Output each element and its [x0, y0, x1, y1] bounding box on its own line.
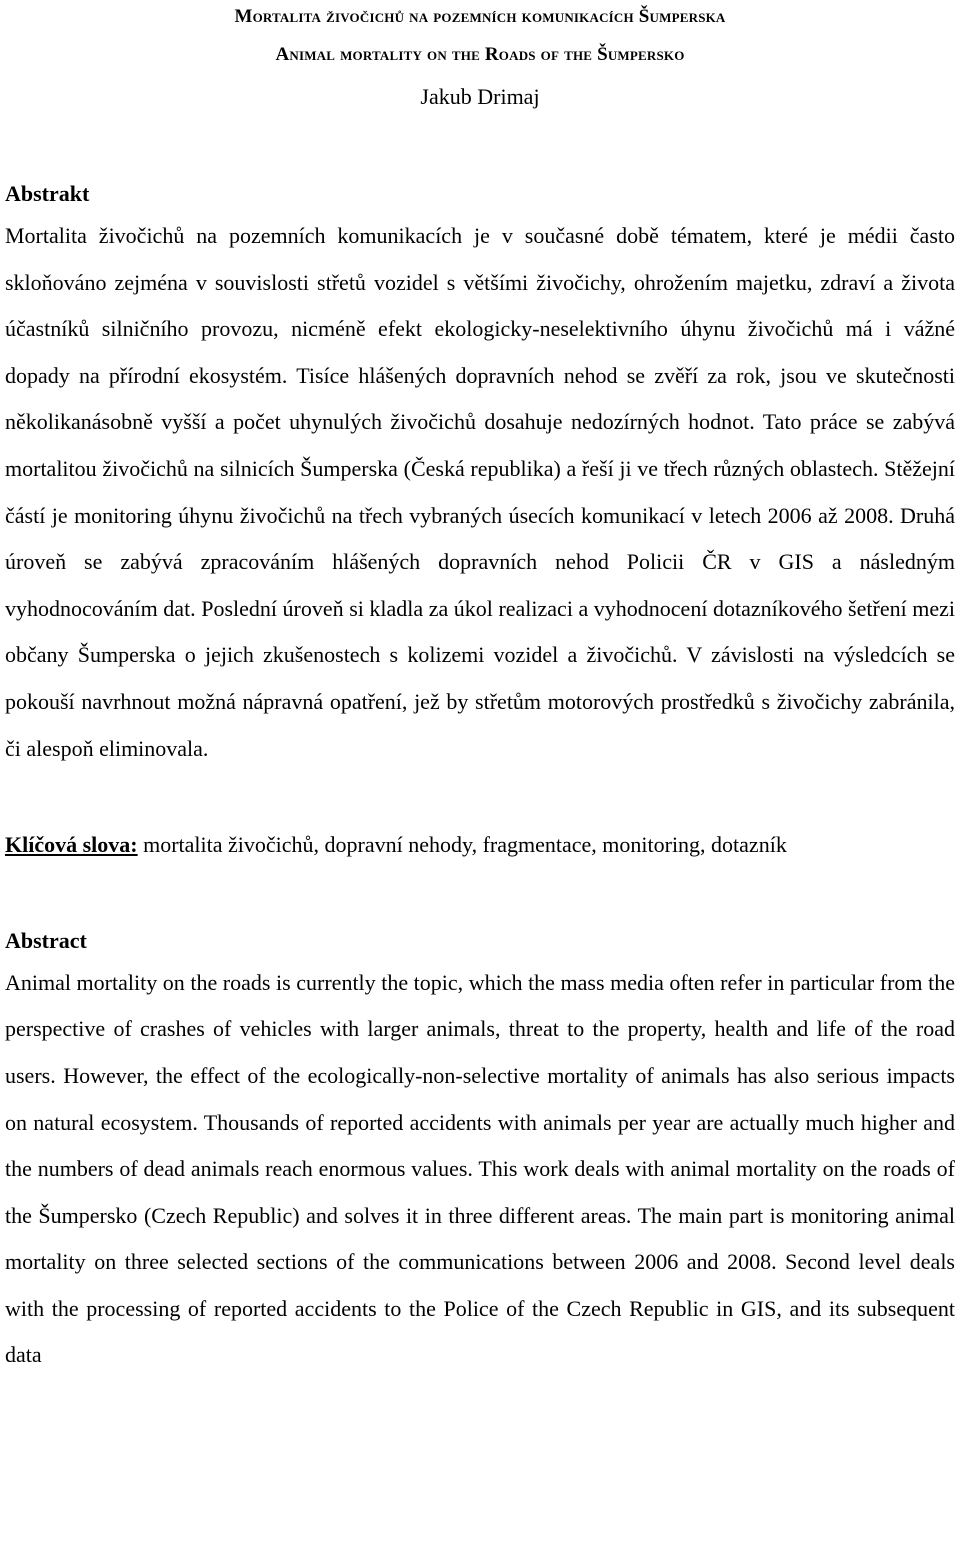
abstract-text: Animal mortality on the roads is currently the topic, which the mass media often refer in particular from the perspective of crashes of vehicles with larger animals, threat to the property, health and life of the road users. However, the effect of the ecologically-non-selective mortality of animals has also serious impacts on natural ecosystem. Thousands of reported accidents with animals per year are actually much higher and the numbers of dead animals reach enormous values. This work deals with animal mortality on the roads of the Šumpersko (Czech Republic) and solves it in three different areas. The main part is monitoring animal mortality on three selected sections of the communications between 2006 and 2008. Second level deals with the processing of reported accidents to the Police of the Czech Republic in GIS, and its subsequent data [5, 969, 955, 1368]
abstrakt-text: Mortalita živočichů na pozemních komunikacích je v současné době tématem, které je médii často skloňováno zejména v souvislosti střetů vozidel s většími živočichy, ohrožením majetku, zdraví a života účastníků silničního provozu, nicméně efekt ekologicky-neselektivního úhynu živočichů má i vážné dopady na přírodní ekosystém. Tisíce hlášených dopravních nehod se zvěří za rok, jsou ve skutečnosti několikanásobně vyšší a počet uhynulých živočichů dosahuje nedozírných hodnot. Tato práce se zabývá mortalitou živočichů na silnicích Šumperska (Česká republika) a řeší ji ve třech různých oblastech. Stěžejní částí je monitoring úhynu živočichů na třech vybraných úsecích komunikací v letech 2006 až 2008. Druhá úroveň se zabývá zpracováním hlášených dopravních nehod Policii ČR v GIS a následným vyhodnocováním dat. Poslední úroveň si kladla za úkol realizaci a vyhodnocení dotazníkového šetření mezi občany Šumperska o jejich zkušenostech s kolizemi vozidel a živočichů. V závislosti na výsledcích se pokouší navrhnout možná nápravná opatření, jež by střetům motorových prostředků s živočichy zabránila, či alespoň eliminovala. [5, 223, 955, 761]
abstract-heading: Abstract [5, 927, 87, 953]
title-block [5, 0, 955, 110]
keywords [5, 822, 955, 869]
keywords-text: mortalita živočichů, dopravní nehody, fragmentace, monitoring, dotazník [143, 832, 787, 858]
abstrakt-heading: Abstrakt [5, 181, 90, 206]
author-name: Jakub Drimaj [420, 84, 540, 109]
document-page [5, 0, 955, 1379]
keywords-label: Klíčová slova: [5, 832, 138, 858]
title-czech: Mortalita živočichů na pozemních komunikacích Šumperska [234, 6, 726, 27]
title-english: Animal mortality on the Roads of the Šumpersko [275, 44, 685, 65]
